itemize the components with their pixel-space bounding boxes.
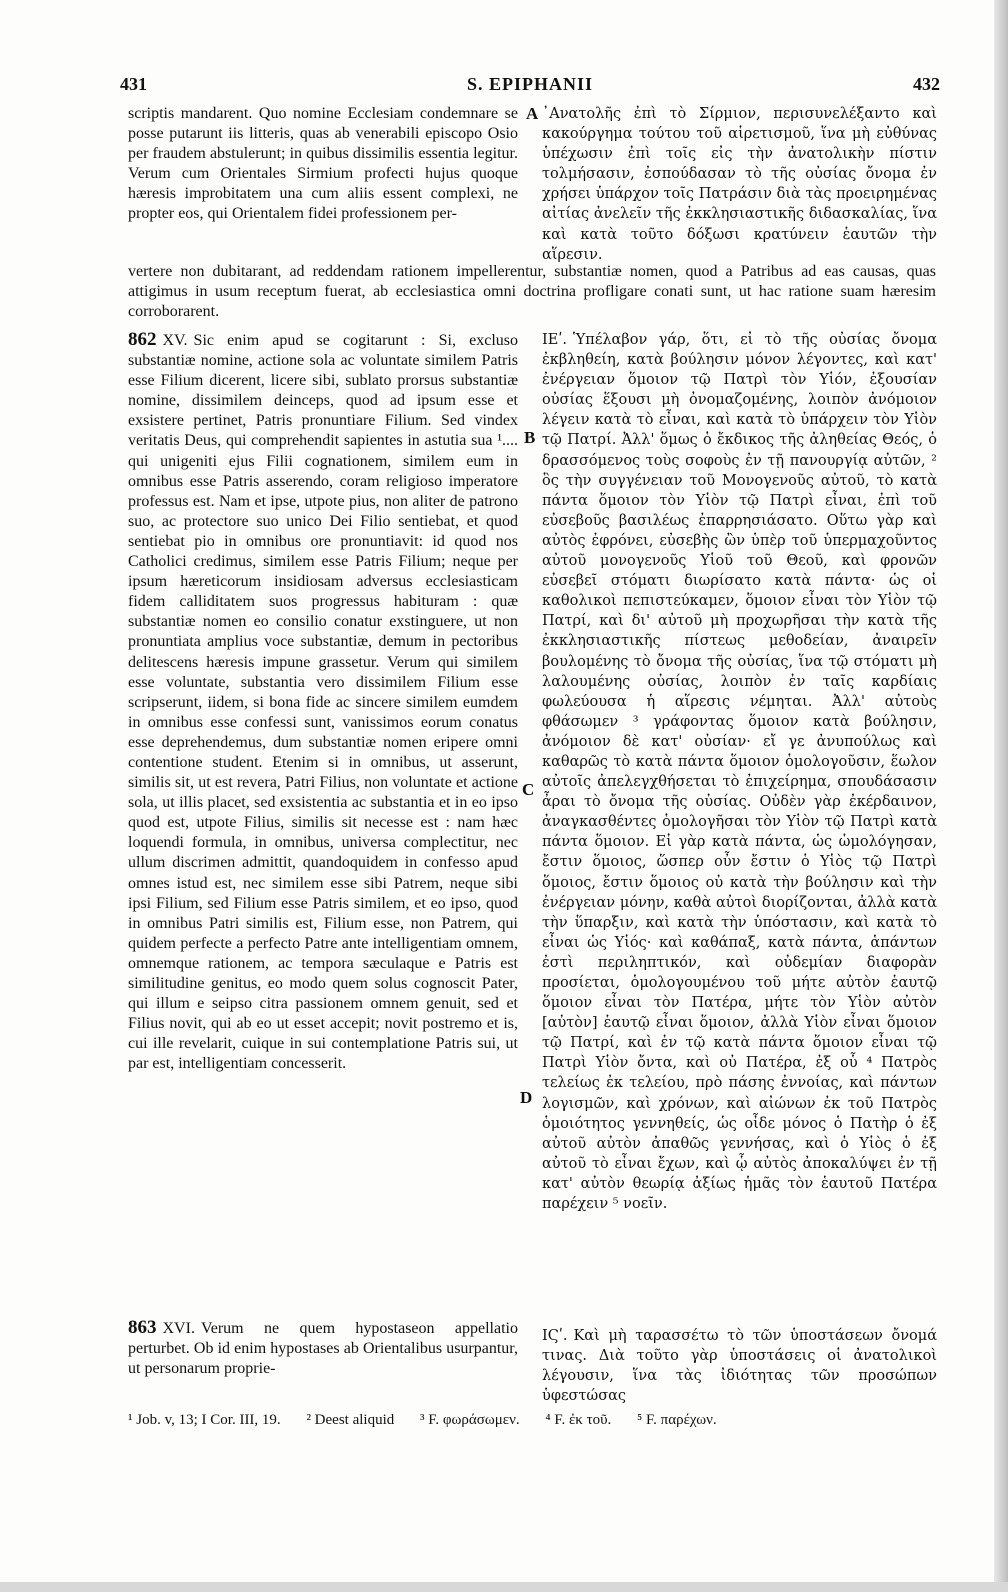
section-numeral-16: XVI. — [162, 1320, 195, 1337]
greek-section-numeral-15: ΙΕʹ. — [542, 332, 567, 348]
margin-letter-b: B — [524, 428, 536, 447]
latin-intro-paragraph: scriptis mandarent. Quo nomine Ecclesiam condemnare se posse putarunt iis litteris, quas ab venerabili episcopo Osio per fraudem abstulerunt; in quibus dissimilis essentia legitur. Verum cum Orientales Sirmium profecti hujus quoque hæresis improbitatem una cum aliis essent complexi, ne propter eos, qui Orientalem fidei professionem per- — [128, 105, 518, 223]
section-numeral-15: XV. — [162, 332, 188, 349]
margin-letter-a: A — [526, 104, 539, 123]
latin-section-15-text: Sic enim apud se cogitarunt : Si, excluso substantiæ nomine, actione sola ac voluntate similem Patris esse Filium dicerent, licere sibi, sublato prorsus substantiæ nomine, dissimilem deinceps, quod ad ipsum esse et exsistere pertinet, Patris pronuntiare Filium. Sed vindex veritatis Deus, qui comprehendit sapientes in astutia sua ¹.... qui unigeniti ejus Filii cognationem, similem eum in omnibus esse Patris asserendo, coram religioso imperatore professus est. Nam et ipse, utpote pius, non aliter de patrono suo, ac protectore suo unico Dei Filio sentiebat, et quod sentiebat pio in omnibus ore pronuntiavit: id quod nos Catholici credimus, similem esse Patris Filium; neque per ipsum hæreticorum insidiosam adversus ecclesiasticam fidem calliditatem suos progressus habituram : quæ substantiæ nomen eo consilio conatur exstinguere, ut non pronuntiata amplius voce substantiæ, demum in pectoribus delitescens hæresis impune grassetur. Verum qui similem esse voluntate, substantia vero dissimilem Filium esse scripserunt, iidem, si bona fide ac sincere similem eumdem in omnibus esse confessi sunt, vanissimos eorum conatus esse deprehendemus, dum substantiæ nomen eripere omni contentione student. Etenim si in omnibus, ut asserunt, similis sit, ut est revera, Patri Filius, non voluntate et actione sola, ut illis placet, sed exsistentia ac substantia et in eo ipso quod est, utpote Filius, similis sit necesse est : nam hæc loquendi formula, in omnibus, universa complectitur, nec ullum discrimen admittit, quandoquidem in confesso apud omnes istud est, nec similem esse sibi Patrem, neque sibi ipsi Filium, sed Filium esse Patris similem, et eo ipso, quod in omnibus Patri similis est, Filium esse, non Patrem, qui quidem perfecte a perfecto Patre ante intelligentiam omnem, omnemque rationem, ac tempora sæculaque e Patris est similitudine genitus, eo modo quem solus cognoscit Pater, qui illum e seipso citra passionem omnem genuit, sed et Filius novit, qui ab eo ut esset accepit; novit postremo et is, cui ille revelarit, cuique in sui contemplatione Patris sui, ut par est, intelligentiam concesserit. — [128, 332, 518, 1073]
footnotes — [128, 1412, 936, 1429]
footnote-4: ⁴ F. ἐκ τοῦ. — [545, 1412, 612, 1428]
greek-intro-paragraph: ᾿Ανατολῆς ἐπὶ τὸ Σίρμιον, περισυνελέξαντο καὶ κακούργημα τούτου τοῦ αἱρετισμοῦ, ἵνα μὴ εὐθύνας ὑπέχωσιν ἐπὶ τοῖς εἰς τὴν ἀνατολικὴν πίστιν τολμήσασιν, ἐσπούδασαν τὸ τῆς οὐσίας ὄνομα ἐν χρήσει ὑπάρχον τοῖς Πατράσιν διὰ τὰς προειρημένας αἰτίας ἀνελεῖν τῆς ἐκκλησιαστικῆς διδασκαλίας, ἵνα καὶ κατὰ τοῦτο δόξωσι κρατύνειν ἑαυτῶν τὴν αἵρεσιν. — [542, 106, 937, 263]
greek-section-15 — [542, 330, 937, 1214]
greek-section-16 — [542, 1326, 937, 1406]
page-bottom-shadow — [0, 1582, 1008, 1592]
page-edge-shadow — [994, 0, 1008, 1592]
greek-section-numeral-16: ΙϚʹ. — [542, 1328, 568, 1344]
page-number-right: 432 — [913, 74, 940, 94]
margin-letter-d: D — [520, 1088, 533, 1107]
column-number-862: 862 — [128, 329, 157, 350]
latin-section-16-text: Verum ne quem hypostaseon appellatio perturbet. Ob id enim hypostases ab Orientalibus usurpantur, ut personarum proprie- — [128, 1320, 518, 1378]
latin-section-16 — [128, 1318, 518, 1379]
column-number-863: 863 — [128, 1317, 157, 1338]
latin-full-width-paragraph: vertere non dubitarant, ad reddendam rationem impellerentur, substantiæ nomen, quod a Patribus ad eas causas, quas attigimus in usum receptum fuerat, ab ecclesiastica omni doctrina profligare conati sunt, ut hac ratione suam hæresim corroborarent. — [128, 263, 936, 321]
margin-letter-c: C — [522, 780, 535, 799]
footnote-2: ² Deest aliquid — [306, 1412, 395, 1428]
page-header — [120, 74, 940, 98]
running-title: S. EPIPHANII — [466, 74, 594, 94]
latin-section-15 — [128, 330, 518, 1074]
footnote-3: ³ F. φωράσωμεν. — [420, 1412, 520, 1428]
page-number-left: 431 — [120, 74, 147, 94]
footnote-1: ¹ Job. v, 13; I Cor. III, 19. — [128, 1412, 281, 1428]
greek-section-16-text: Καὶ μὴ ταρασσέτω τὸ τῶν ὑποστάσεων ὄνομά τινας. Διὰ τοῦτο γὰρ ὑποστάσεις οἱ ἀνατολικοὶ λέγουσιν, ἵνα τὰς ἰδιότητας τῶν προσώπων ὑφεστώσας — [542, 1328, 937, 1405]
greek-section-15-text: Ὑπέλαβον γάρ, ὅτι, εἰ τὸ τῆς οὐσίας ὄνομα ἐκβληθείη, κατὰ βούλησιν μόνον λέγοντες, καὶ κατ' ἐνέργειαν ὅμοιον τῷ Πατρὶ τὸν Υἱόν, ἐξουσίαν οὐσίας ἕξουσι μὴ ὀνομαζομένης, λοιπὸν ἀνόμοιον λέγειν κατὰ τὸ εἶναι, καὶ κατὰ τὸ ὑπάρχειν τὸν Υἱὸν τῷ Πατρί. Ἀλλ' ὅμως ὁ ἔκδικος τῆς ἀληθείας Θεός, ὁ δρασσόμενος τοὺς σοφοὺς ἐν τῇ πανουργίᾳ αὐτῶν, ² ὃς τὴν συγγένειαν τοῦ Μονογενοῦς αὐτοῦ, τὸ κατὰ πάντα ὅμοιον τὸν Υἱὸν τῷ Πατρὶ εἶναι, ἐπὶ τοῦ εὐσεβοῦς βασιλέως ἐπαρρησιάσατο. Οὕτω γὰρ καὶ αὐτὸς ἐφρόνει, εὐσεβὴς ὢν ὑπὲρ τοῦ ὑπερμαχοῦντος αὐτοῦ μονογενοῦς Υἱοῦ τοῦ Θεοῦ, καὶ φρονῶν εὐσεβεῖ στόματι διωρίσατο κατὰ πάντα· ὡς οἱ καθολικοὶ πεπιστεύκαμεν, ὅμοιον εἶναι τὸν Υἱὸν τῷ Πατρί, καὶ δι' αὐτοῦ μὴ προχωρῆσαι τὴν κατὰ τῆς ἐκκλησιαστικῆς πίστεως μεθοδείαν, ἀναιρεῖν βουλομένης τὸ ὄνομα τῆς οὐσίας, ἵνα τῷ στόματι μὴ λαλουμένης οὐσίας, λοιπὸν ἐν ταῖς καρδίαις φωλεύουσα ἡ αἵρεσις νέμηται. Ἀλλ' αὐτοὺς φθάσωμεν ³ γράφοντας ὅμοιον κατὰ βούλησιν, ἀνόμοιον δὲ κατ' οὐσίαν· εἴ γε ἀνυπούλως καὶ καθαρῶς τὸ κατὰ πάντα ὅμοιον ὁμολογοῦσιν, ἕωλον αὐτοῖς ἀπελεγχθήσεται τὸ ἐπιχείρημα, σπουδάσασιν ἆραι τὸ ὄνομα τῆς οὐσίας. Οὐδὲν γὰρ ἐκέρδαινον, ἀναγκασθέντες ὁμολογῆσαι τὸν Υἱὸν τῷ Πατρὶ κατὰ πάντα ὅμοιον. Εἰ γὰρ κατὰ πάντα, ὡς ὡμολόγησαν, ἔστιν ὅμοιος, ὥσπερ οὖν ἔστιν ὁ Υἱὸς τῷ Πατρὶ ὅμοιος, ἔστιν ὅμοιος οὐ κατὰ τὴν βούλησιν καὶ τὴν ἐνέργειαν μόνην, καθὰ αὐτοὶ διορίζονται, ἀλλὰ κατὰ τὴν ὕπαρξιν, καὶ κατὰ τὴν ὑπόστασιν, καὶ κατὰ τὸ εἶναι ὡς Υἱός· καὶ καθάπαξ, κατὰ πάντα, ἁπάντων ἐστὶ περιληπτικόν, καὶ οὐδεμίαν διαφορὰν προσίεται, ὁμολογουμένου τοῦ μήτε αὐτὸν ἑαυτῷ ὅμοιον εἶναι τὸν Πατέρα, μήτε τὸν Υἱὸν αὐτὸν [αὐτὸν] ἑαυτῷ εἶναι ὅμοιον, ἀλλὰ Υἱὸν εἶναι ὅμοιον τῷ Πατρί, καὶ ἐν τῷ κατὰ πάντα ὅμοιον εἶναι τῷ Πατρὶ Υἱὸν ὄντα, καὶ οὐ Πατέρα, ἐξ οὗ ⁴ Πατρὸς τελείως ἐκ τελείου, πρὸ πάσης ἐννοίας, καὶ πάντων λογισμῶν, καὶ χρόνων, καὶ αἰώνων ἐκ τοῦ Πατρὸς ὁμοιότητος γεννηθείς, ὡς οἶδε μόνος ὁ Πατὴρ ὁ ἐξ αὐτοῦ αὐτὸν ἀπαθῶς γεννήσας, καὶ ὁ Υἱὸς ὁ ἐξ αὐτοῦ τὸ εἶναι ἔχων, καὶ ᾧ αὐτὸς ἀποκαλύψει ἐν τῇ κατ' αὐτὸν θεωρίᾳ ἀξίως ἡμᾶς τὸν ἑαυτοῦ Πατέρα παρέχειν ⁵ νοεῖν. — [542, 332, 937, 1213]
footnote-5: ⁵ F. παρέχων. — [637, 1412, 717, 1428]
